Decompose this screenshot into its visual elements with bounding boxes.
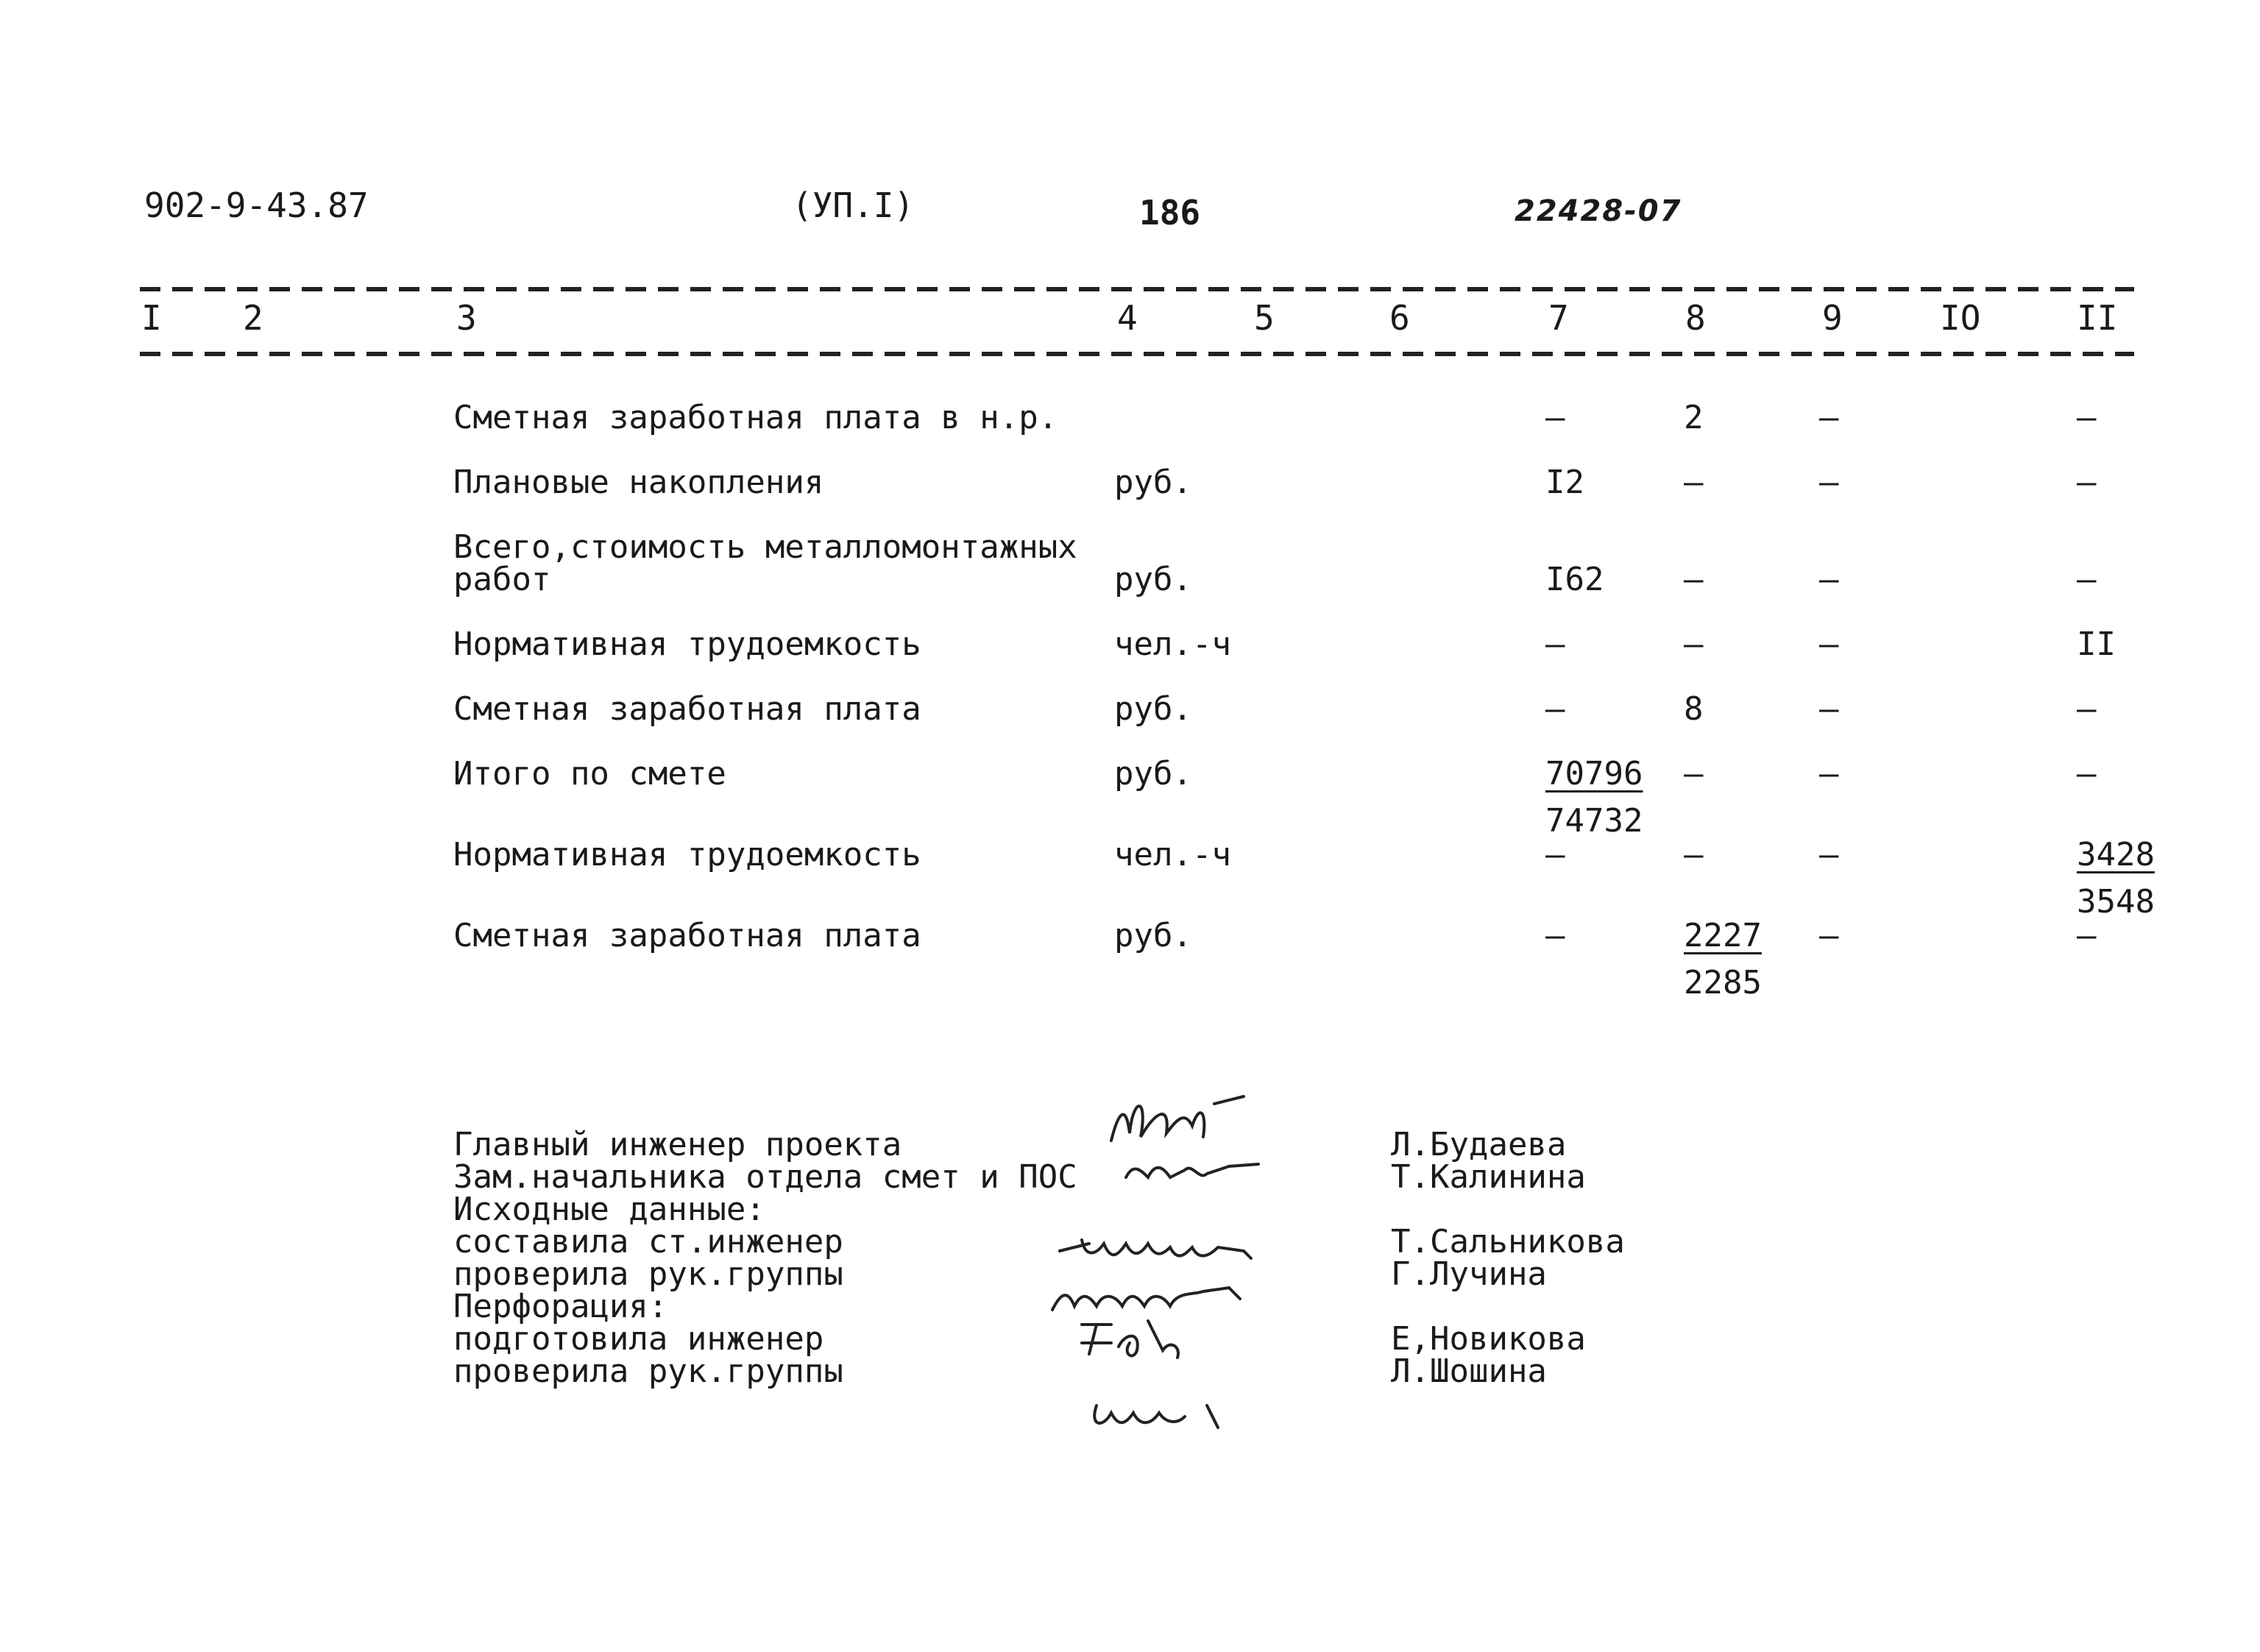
sig-name-budaeva: Л.Будаева [1391, 1126, 1567, 1163]
sig-name-novikova: Е,Новикова [1391, 1320, 1586, 1358]
cell-c9: – [1819, 399, 1839, 436]
sig-role-deputy-head: Зам.начальника отдела смет и ПОС [453, 1158, 1077, 1196]
sig-role-compiled: составила ст.инженер [453, 1223, 843, 1261]
row-name: Плановые накопления [453, 464, 824, 501]
cell-c7: I62 [1545, 561, 1604, 598]
col-1: I [141, 298, 162, 338]
cell-c7: – [1545, 917, 1565, 954]
cell-c8: 8 [1684, 690, 1704, 728]
header-dash-top [140, 287, 2134, 291]
row-unit: руб. [1114, 464, 1192, 501]
cell-c11-bottom: 3548 [2077, 883, 2155, 921]
row-unit: руб. [1114, 755, 1192, 793]
header-dash-bottom [140, 352, 2134, 356]
col-5: 5 [1254, 298, 1275, 338]
cell-c9: – [1819, 625, 1839, 663]
cell-c9: – [1819, 836, 1839, 873]
cell-c8-bottom: 2285 [1684, 964, 1762, 1002]
cell-c7: – [1545, 836, 1565, 873]
sig-name-luchina: Г.Лучина [1391, 1255, 1547, 1293]
sig-role-prepared: подготовила инженер [453, 1320, 824, 1358]
section-label: (УП.I) [792, 185, 915, 225]
handwritten-signature-6 [1082, 1383, 1244, 1435]
row-name: Нормативная трудоемкость [453, 625, 921, 663]
cell-c8: – [1684, 464, 1704, 501]
handwritten-signature-2 [1119, 1148, 1266, 1192]
stamp-number: 22428-07 [1515, 194, 1682, 228]
col-10: IO [1940, 298, 1981, 338]
doc-code: 902-9-43.87 [144, 185, 369, 225]
cell-c7: – [1545, 399, 1565, 436]
cell-c9: – [1819, 917, 1839, 954]
sig-role-source-data: Исходные данные: [453, 1191, 765, 1228]
sig-name-salnikova: Т.Сальникова [1391, 1223, 1625, 1261]
cell-c11: – [2077, 917, 2097, 954]
col-4: 4 [1117, 298, 1138, 338]
row-name: Итого по смете [453, 755, 726, 793]
cell-c11: II [2077, 625, 2116, 663]
row-unit: руб. [1114, 690, 1192, 728]
row-unit: руб. [1114, 917, 1192, 954]
row-name: Сметная заработная плата [453, 690, 921, 728]
row-name: Сметная заработная плата в н.р. [453, 399, 1058, 436]
row-name: Нормативная трудоемкость [453, 836, 921, 873]
row-name-line1: Всего,стоимость металломонтажных [453, 528, 1077, 566]
row-name: Сметная заработная плата [453, 917, 921, 954]
cell-c9: – [1819, 755, 1839, 793]
col-11: II [2077, 298, 2118, 338]
cell-c11-top: 3428 [2077, 836, 2155, 873]
cell-c7-bottom: 74732 [1545, 802, 1643, 840]
cell-c11: – [2077, 561, 2097, 598]
cell-c8: – [1684, 755, 1704, 793]
sig-name-kalinina: Т.Калинина [1391, 1158, 1586, 1196]
cell-c9: – [1819, 561, 1839, 598]
cell-c8: – [1684, 836, 1704, 873]
cell-c8: – [1684, 625, 1704, 663]
col-9: 9 [1822, 298, 1843, 338]
page-number: 186 [1139, 193, 1201, 233]
col-3: 3 [456, 298, 477, 338]
cell-c9: – [1819, 464, 1839, 501]
cell-c9: – [1819, 690, 1839, 728]
sig-role-checked: проверила рук.группы [453, 1255, 843, 1293]
col-6: 6 [1389, 298, 1410, 338]
cell-c8: 2 [1684, 399, 1704, 436]
row-name-line2: работ [453, 561, 551, 598]
handwritten-signature-5 [1067, 1310, 1200, 1369]
col-8: 8 [1685, 298, 1706, 338]
cell-c8-top: 2227 [1684, 917, 1762, 954]
cell-c7: I2 [1545, 464, 1584, 501]
cell-c8: – [1684, 561, 1704, 598]
cell-c7: – [1545, 625, 1565, 663]
cell-c7-top: 70796 [1545, 755, 1643, 793]
cell-c11: – [2077, 464, 2097, 501]
sig-role-checked-2: проверила рук.группы [453, 1353, 843, 1390]
row-unit: чел.-ч [1114, 625, 1231, 663]
col-2: 2 [243, 298, 263, 338]
cell-c7: – [1545, 690, 1565, 728]
cell-c11: – [2077, 755, 2097, 793]
row-unit: чел.-ч [1114, 836, 1231, 873]
col-7: 7 [1548, 298, 1569, 338]
cell-c11: – [2077, 399, 2097, 436]
sig-role-chief-engineer: Главный инженер проекта [453, 1126, 902, 1163]
sig-name-shoshina: Л.Шошина [1391, 1353, 1547, 1390]
cell-c11: – [2077, 690, 2097, 728]
row-unit: руб. [1114, 561, 1192, 598]
sig-role-perforation: Перфорация: [453, 1288, 668, 1325]
